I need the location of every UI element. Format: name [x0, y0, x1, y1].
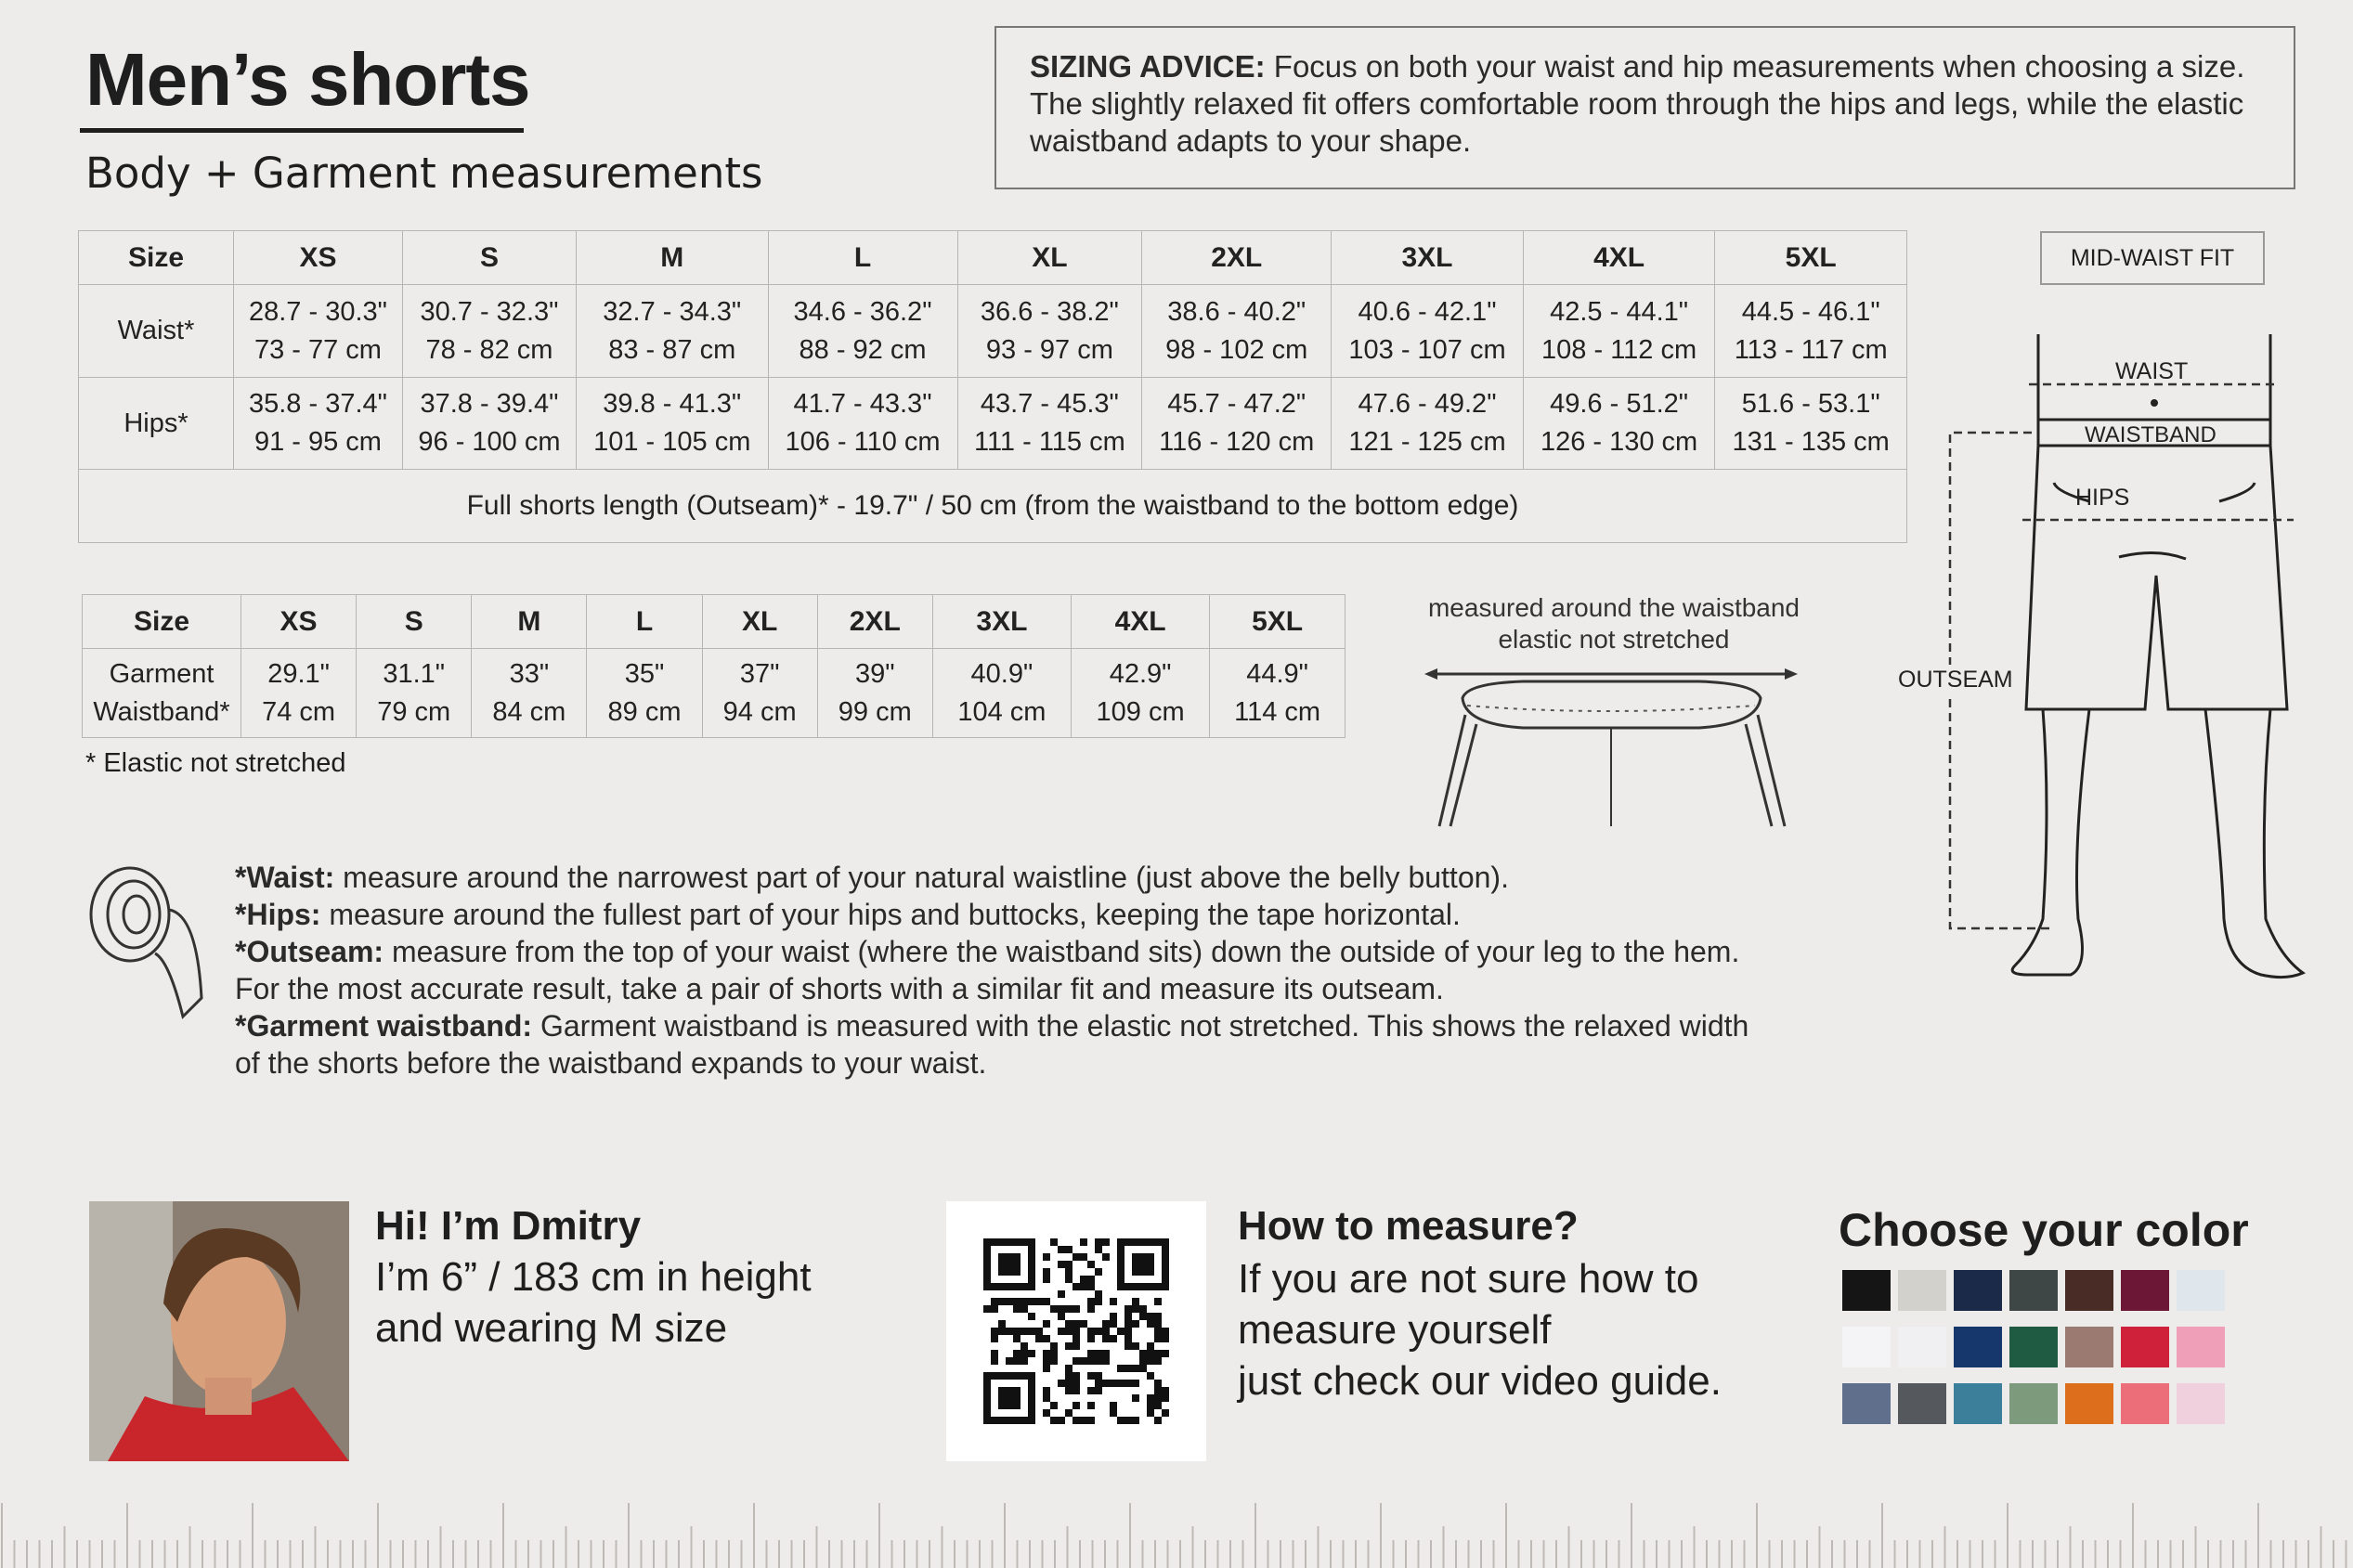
hips-cell: 45.7 - 47.2" 116 - 120 cm: [1142, 378, 1332, 470]
hips-cell: 41.7 - 43.3" 106 - 110 cm: [768, 378, 957, 470]
color-swatch[interactable]: [2121, 1327, 2169, 1367]
waist-label: WAIST: [2115, 358, 2189, 384]
waist-cell: 44.5 - 46.1" 113 - 117 cm: [1715, 285, 1907, 378]
waistband-caption: measured around the waistband elastic not stretched: [1427, 593, 1800, 654]
color-swatch[interactable]: [2009, 1327, 2058, 1367]
hips-cell: 37.8 - 39.4" 96 - 100 cm: [402, 378, 576, 470]
waistband-cell: 37" 94 cm: [702, 649, 817, 738]
garment-waistband-table: [82, 594, 1346, 738]
mid-waist-fit-label: MID-WAIST FIT: [2040, 231, 2265, 285]
color-swatch[interactable]: [1898, 1270, 1946, 1311]
waist-cell: 28.7 - 30.3" 73 - 77 cm: [234, 285, 403, 378]
size-header: Size: [79, 231, 234, 285]
note-garment-waistband: *Garment waistband: Garment waistband is measured with the elastic not stretched. This shows the relaxed width of the shorts before the waistband expands to your waist.: [235, 1009, 1749, 1080]
waist-label: Waist*: [79, 285, 234, 378]
sizing-advice-box: [994, 26, 2295, 189]
measuring-tape-icon: [85, 859, 215, 1035]
size-5xl: 5XL: [1210, 595, 1346, 649]
hips-cell: 35.8 - 37.4" 91 - 95 cm: [234, 378, 403, 470]
color-swatch[interactable]: [1954, 1270, 2002, 1311]
note-outseam: *Outseam: measure from the top of your waist (where the waistband sits) down the outside of your leg to the hem. For the most accurate result, take a pair of shorts with a similar fit and measure its outseam.: [235, 935, 1740, 1005]
measurement-notes: [235, 859, 1814, 1082]
ruler-decoration: [0, 1493, 2353, 1568]
color-swatch[interactable]: [1898, 1327, 1946, 1367]
garment-waistband-label: Garment Waistband*: [83, 649, 241, 738]
page-subtitle: Body + Garment measurements: [85, 149, 763, 198]
waist-cell: 42.5 - 44.1" 108 - 112 cm: [1523, 285, 1715, 378]
hips-label: HIPS: [2075, 485, 2130, 511]
color-swatch[interactable]: [1842, 1270, 1891, 1311]
model-photo: [89, 1201, 349, 1461]
model-description: I’m 6” / 183 cm in height and wearing M size: [375, 1254, 812, 1351]
color-swatches: [1842, 1270, 2232, 1437]
waistband-cell: 42.9" 109 cm: [1072, 649, 1210, 738]
waist-cell: 32.7 - 34.3" 83 - 87 cm: [576, 285, 768, 378]
color-swatch[interactable]: [2121, 1383, 2169, 1424]
how-to-measure-title: How to measure?: [1238, 1203, 1579, 1249]
waistband-cell: 39" 99 cm: [817, 649, 932, 738]
waist-cell: 38.6 - 40.2" 98 - 102 cm: [1142, 285, 1332, 378]
size-xs: XS: [234, 231, 403, 285]
color-swatch[interactable]: [1898, 1383, 1946, 1424]
hips-label: Hips*: [79, 378, 234, 470]
color-swatch[interactable]: [1954, 1327, 2002, 1367]
color-swatch[interactable]: [2177, 1270, 2225, 1311]
advice-label: SIZING ADVICE:: [1030, 49, 1266, 84]
waistband-cell: 40.9" 104 cm: [932, 649, 1071, 738]
footnote: * Elastic not stretched: [85, 748, 346, 778]
size-xs: XS: [241, 595, 357, 649]
color-swatch[interactable]: [2177, 1383, 2225, 1424]
color-swatch[interactable]: [2065, 1270, 2113, 1311]
size-2xl: 2XL: [1142, 231, 1332, 285]
waistband-cell: 33" 84 cm: [472, 649, 587, 738]
outseam-label: OUTSEAM: [1898, 665, 2013, 695]
hips-cell: 51.6 - 53.1" 131 - 135 cm: [1715, 378, 1907, 470]
garment-waistband-row: [83, 649, 1346, 738]
how-to-measure-text: If you are not sure how to measure yourself just check our video guide.: [1238, 1256, 1722, 1404]
title-underline: [80, 128, 524, 133]
size-xl: XL: [702, 595, 817, 649]
waistband-label: WAISTBAND: [2085, 422, 2216, 447]
size-l: L: [768, 231, 957, 285]
waistband-diagram: [1421, 659, 1811, 831]
outseam-row: [79, 470, 1907, 543]
waistband-cell: 29.1" 74 cm: [241, 649, 357, 738]
size-s: S: [357, 595, 472, 649]
color-swatch[interactable]: [1842, 1327, 1891, 1367]
size-4xl: 4XL: [1072, 595, 1210, 649]
color-swatch[interactable]: [2065, 1327, 2113, 1367]
hips-row: [79, 378, 1907, 470]
choose-color-title: Choose your color: [1839, 1204, 2249, 1256]
color-swatch[interactable]: [2009, 1383, 2058, 1424]
note-waist: *Waist: measure around the narrowest part of your natural waistline (just above the belly button).: [235, 861, 1509, 894]
hips-cell: 43.7 - 45.3" 111 - 115 cm: [957, 378, 1142, 470]
size-m: M: [576, 231, 768, 285]
waist-cell: 36.6 - 38.2" 93 - 97 cm: [957, 285, 1142, 378]
color-swatch[interactable]: [2177, 1327, 2225, 1367]
waist-row: [79, 285, 1907, 378]
waistband-cell: 31.1" 79 cm: [357, 649, 472, 738]
size-xl: XL: [957, 231, 1142, 285]
size-3xl: 3XL: [932, 595, 1071, 649]
color-swatch[interactable]: [2065, 1383, 2113, 1424]
size-header-row: [83, 595, 1346, 649]
page-title: Men’s shorts: [85, 38, 530, 121]
color-swatch[interactable]: [2121, 1270, 2169, 1311]
body-size-table: [78, 230, 1907, 543]
size-5xl: 5XL: [1715, 231, 1907, 285]
size-3xl: 3XL: [1332, 231, 1524, 285]
size-l: L: [587, 595, 702, 649]
advice-text: Focus on both your waist and hip measurements when choosing a size. The slightly relaxed fit offers comfortable room through the hips and legs, while the elastic waistband adapts to your shape.: [1030, 49, 2245, 158]
color-swatch[interactable]: [1842, 1383, 1891, 1424]
waist-cell: 40.6 - 42.1" 103 - 107 cm: [1332, 285, 1524, 378]
hips-cell: 39.8 - 41.3" 101 - 105 cm: [576, 378, 768, 470]
hips-cell: 47.6 - 49.2" 121 - 125 cm: [1332, 378, 1524, 470]
qr-code-icon: [946, 1201, 1206, 1461]
size-4xl: 4XL: [1523, 231, 1715, 285]
size-s: S: [402, 231, 576, 285]
note-hips: *Hips: measure around the fullest part of your hips and buttocks, keeping the tape horizontal.: [235, 898, 1461, 931]
video-guide-qr-code[interactable]: [946, 1201, 1206, 1461]
hips-cell: 49.6 - 51.2" 126 - 130 cm: [1523, 378, 1715, 470]
waistband-cell: 35" 89 cm: [587, 649, 702, 738]
waist-cell: 34.6 - 36.2" 88 - 92 cm: [768, 285, 957, 378]
model-greeting: Hi! I’m Dmitry: [375, 1203, 642, 1249]
size-m: M: [472, 595, 587, 649]
size-header-row: [79, 231, 1907, 285]
waistband-cell: 44.9" 114 cm: [1210, 649, 1346, 738]
color-swatch[interactable]: [2009, 1270, 2058, 1311]
size-header: Size: [83, 595, 241, 649]
color-swatch[interactable]: [1954, 1383, 2002, 1424]
size-2xl: 2XL: [817, 595, 932, 649]
waist-cell: 30.7 - 32.3" 78 - 82 cm: [402, 285, 576, 378]
outseam-text: Full shorts length (Outseam)* - 19.7" / 50 cm (from the waistband to the bottom edge): [79, 470, 1907, 543]
